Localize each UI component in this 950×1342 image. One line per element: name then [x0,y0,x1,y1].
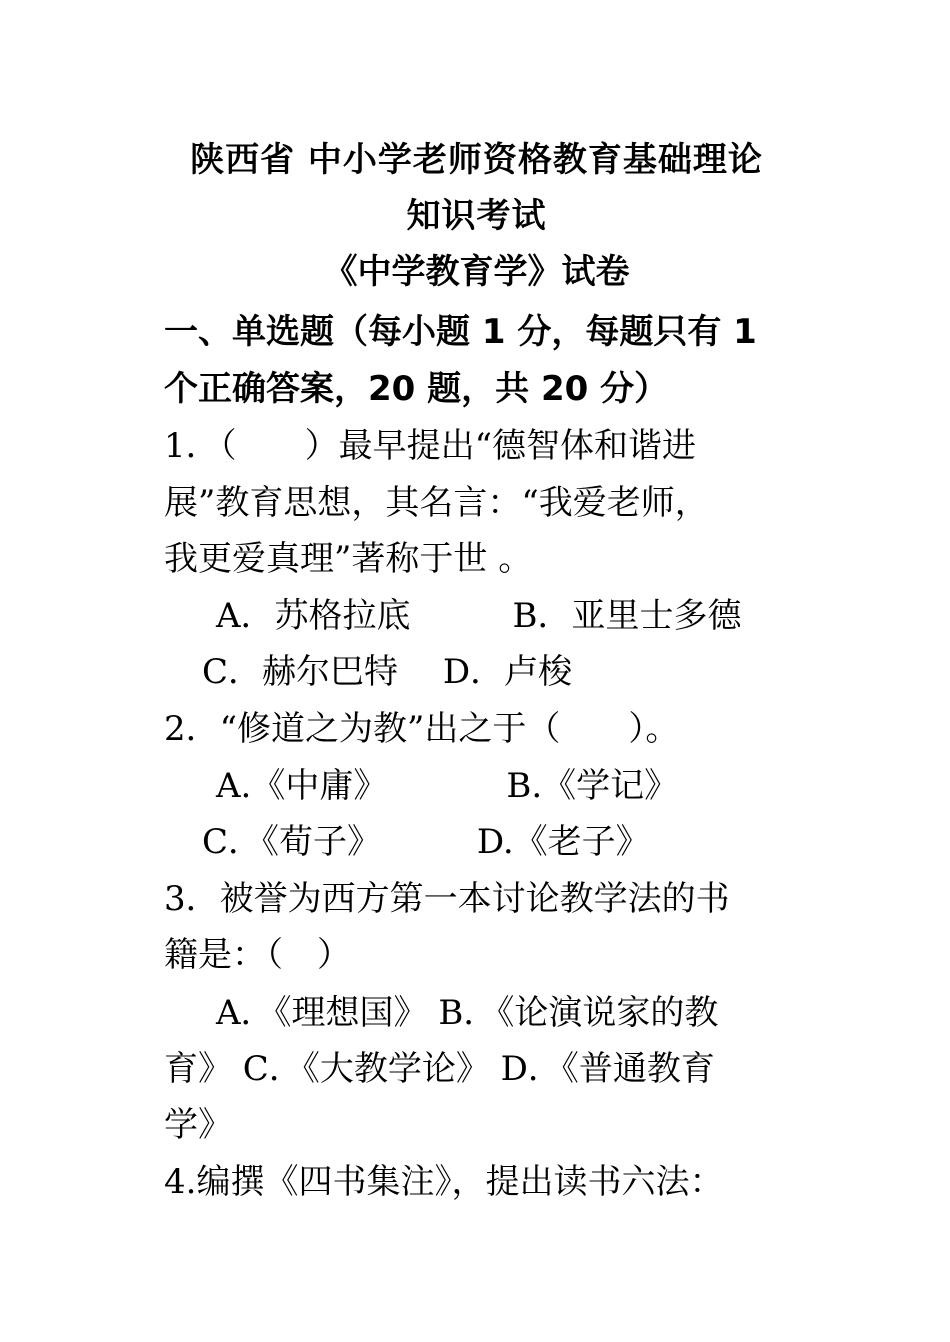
question-2-options-line-2: C．《荀子》 D.《老子》 [202,822,650,862]
question-1-stem-line-3: 我更爱真理”著称于世 。 [164,539,533,579]
question-3-options-line-3: 学》 [164,1105,232,1145]
question-3-stem-line-2: 籍是：（ ） [164,935,351,975]
section-heading-line-2: 个正确答案，20 题，共 20 分） [164,369,669,409]
exam-title-line-1: 陕西省 中小学老师资格教育基础理论 [190,140,763,180]
question-2-stem-line-1: 2．“修道之为教”出之于（ ）。 [164,709,680,749]
question-4-stem-line-1: 4.编撰《四书集注》，提出读书六法： [164,1162,724,1202]
exam-subtitle: 《中学教育学》试卷 [323,252,630,292]
question-1-stem-line-1: 1．（ ）最早提出“德智体和谐进 [164,426,697,466]
question-1-options-line-2: C．赫尔巴特 D．卢梭 [202,652,573,692]
question-3-stem-line-1: 3．被誉为西方第一本讨论教学法的书 [164,879,730,919]
question-1-stem-line-2: 展”教育思想，其名言：“我爱老师， [164,483,709,523]
question-1-options-line-1: A．苏格拉底 B．亚里士多德 [216,596,742,636]
question-3-options-line-2: 育》 C．《大教学论》 D．《普通教育 [164,1049,715,1089]
section-heading-line-1: 一、单选题（每小题 1 分，每题只有 1 [164,312,757,352]
question-3-options-line-1: A．《理想国》 B．《论演说家的教 [216,993,719,1033]
question-2-options-line-1: A.《中庸》 B.《学记》 [216,766,679,806]
exam-title-line-2: 知识考试 [406,196,547,236]
